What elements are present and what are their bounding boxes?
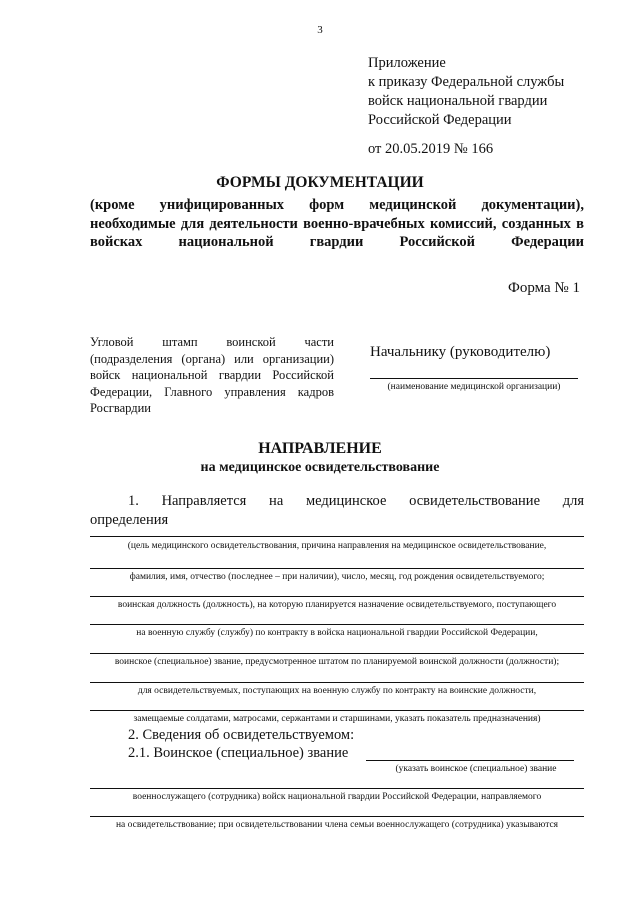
fill-caption: на освидетельствование; при освидетельствовании члена семьи военнослужащего (сотрудника) указываются <box>115 820 559 830</box>
appendix-line: к приказу Федеральной службы <box>368 74 565 90</box>
appendix-block <box>368 54 628 159</box>
section1-line2: определения <box>90 512 169 528</box>
section2-title: 2. Сведения об освидетельствуемом: <box>128 727 355 743</box>
fill-line[interactable] <box>90 682 584 683</box>
fill-line[interactable] <box>90 568 584 569</box>
appendix-line: войск национальной гвардии <box>368 93 548 109</box>
fill-caption: (цель медицинского освидетельствования, причина направления на медицинское освидетельствование, <box>127 541 547 551</box>
form-number: Форма № 1 <box>508 280 580 296</box>
referral-heading: НАПРАВЛЕНИЕ <box>258 440 382 457</box>
appendix-line: Российской Федерации <box>368 112 512 128</box>
section1-line1: 1. Направляется на медицинское освидетельствование для <box>128 493 584 509</box>
appendix-date: от 20.05.2019 № 166 <box>368 141 494 157</box>
addressee-label: Начальнику (руководителю) <box>370 344 551 360</box>
fill-caption: для освидетельствуемых, поступающих на военную службу по контракту на воинские должности, <box>137 686 537 696</box>
section2-1-label: 2.1. Воинское (специальное) звание <box>128 745 349 761</box>
page-number: 3 <box>317 24 323 36</box>
addressee-caption: (наименование медицинской организации) <box>387 382 561 392</box>
fill-line[interactable] <box>90 536 584 537</box>
fill-line[interactable] <box>90 653 584 654</box>
fill-line[interactable] <box>90 596 584 597</box>
fill-caption: воинское (специальное) звание, предусмотренное штатом по планируемой воинской должности (должности); <box>114 657 560 667</box>
referral-subheading: на медицинское освидетельствование <box>200 460 440 475</box>
document-title: ФОРМЫ ДОКУМЕНТАЦИИ <box>216 174 424 191</box>
fill-line[interactable] <box>90 816 584 817</box>
rank-fill-line[interactable] <box>366 760 574 761</box>
rank-caption: (указать воинское (специальное) звание <box>395 764 557 774</box>
corner-stamp-text: Угловой штамп воинской части (подразделения (органа) или организации) войск национальной гвардии Российской Федерации, Главного управления кадров Росгвардии <box>90 335 334 415</box>
fill-caption: военнослужащего (сотрудника) войск национальной гвардии Российской Федерации, направляемого <box>132 792 542 802</box>
fill-caption: замещаемые солдатами, матросами, сержантами и старшинами, указать показатель предназначения) <box>133 714 541 724</box>
fill-caption: воинская должность (должность), на которую планируется назначение освидетельствуемого, поступающего <box>117 600 557 610</box>
fill-line[interactable] <box>90 624 584 625</box>
addressee-fill-line[interactable] <box>370 378 578 379</box>
document-subtitle: (кроме унифицированных форм медицинской документации), необходимые для деятельности военно-врачебных комиссий, созданных в войсках национальной гвардии Российской Федерации <box>90 197 584 250</box>
appendix-line: Приложение <box>368 55 446 71</box>
fill-line[interactable] <box>90 788 584 789</box>
fill-caption: фамилия, имя, отчество (последнее – при наличии), число, месяц, год рождения освидетельствуемого; <box>129 572 545 582</box>
fill-line[interactable] <box>90 710 584 711</box>
fill-caption: на военную службу (службу) по контракту в войска национальной гвардии Российской Федерации, <box>136 628 538 638</box>
section1-paragraph <box>90 492 584 530</box>
